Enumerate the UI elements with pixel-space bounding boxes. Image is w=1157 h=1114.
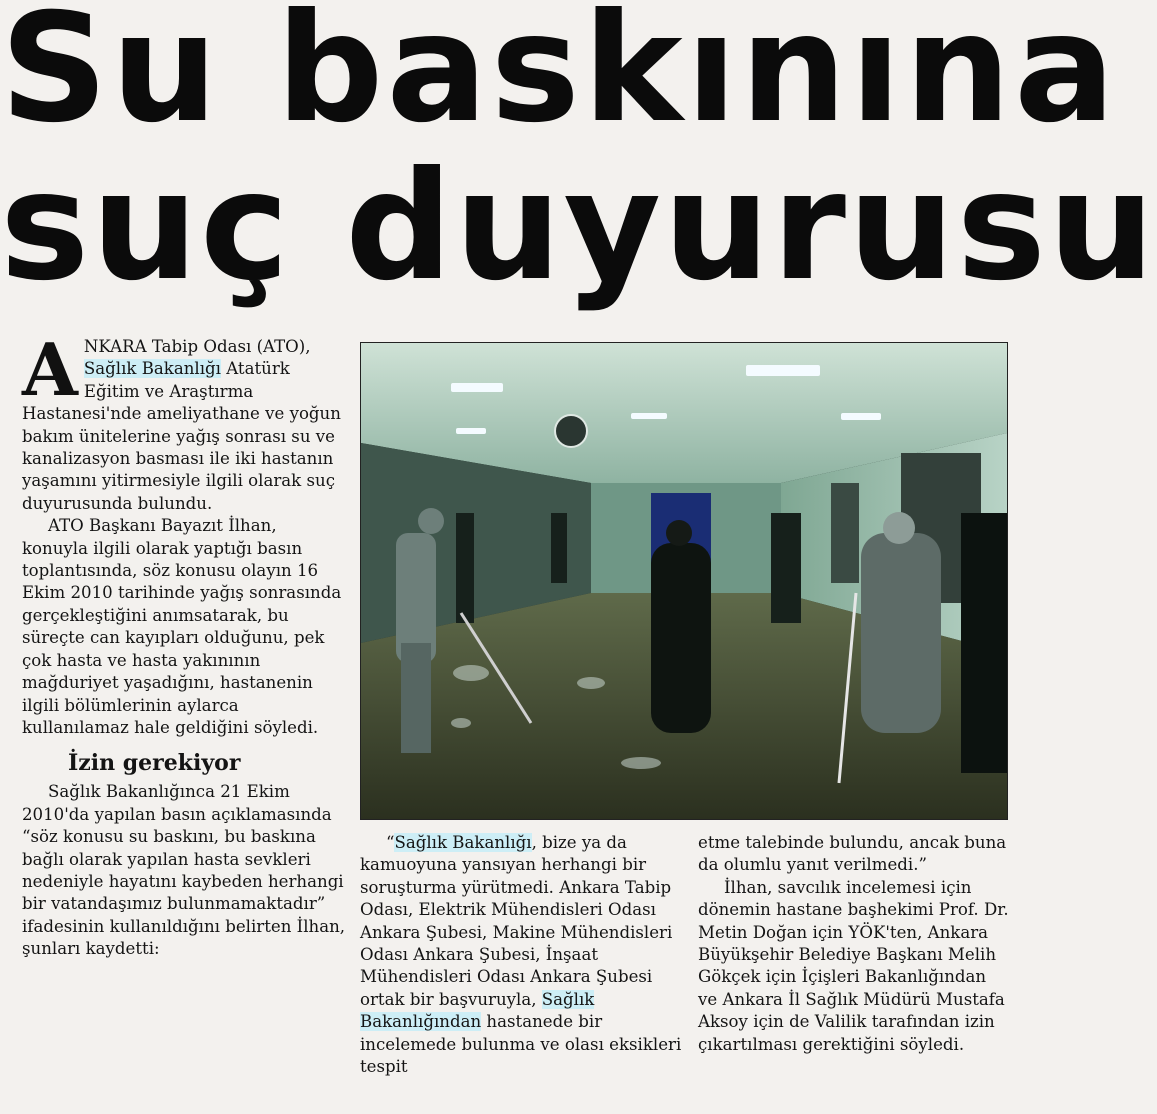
quote-paragraph	[360, 832, 682, 1078]
quote-end: etme talebinde bulundu, ancak buna da olumlu yanıt verilmedi.”	[698, 833, 1007, 875]
lead-text-a: NKARA Tabip Odası (ATO),	[83, 337, 311, 356]
article-column-2	[360, 832, 682, 1078]
paragraph-2: ATO Başkanı Bayazıt İlhan, konuyla ilgili olarak yaptığı basın toplantısında, söz konusu olayın 16 Ekim 2010 tarihinde yağış sonrasında gerçekleştiğini anımsatarak, bu süreçte can kayıpları olduğunu, pek çok hasta ve hasta yakınının mağduriyet yaşadığını, hastanenin ilgili bölümlerinin aylarca kullanılamaz hale geldiğini söyledi.	[22, 516, 342, 737]
lead-text-b: Atatürk Eğitim ve Araştırma Hastanesi'nde ameliyathane ve yoğun bakım ünitelerine yağış sonrası su ve kanalizasyon basması ile iki hastanın yaşamını yitirmesiyle ilgili olarak suç duyurusunda bulundu.	[22, 359, 341, 513]
headline-line-2: suç duyurusu	[0, 140, 1157, 314]
article-column-3	[698, 832, 1010, 1056]
headline-line-1: Su baskınına	[0, 0, 1119, 156]
lead-paragraph	[22, 327, 346, 515]
quote-text-c: hastanede bir incelemede bulunma ve olası eksikleri tespit	[360, 1012, 682, 1077]
article-column-1	[22, 327, 346, 961]
highlighted-term: Sağlık Bakanlığı	[83, 359, 221, 379]
quote-text-b: , bize ya da kamuoyuna yansıyan herhangi bir soruşturma yürütmedi. Ankara Tabip Odası, Elektrik Mühendisleri Odası Ankara Şubesi, Makine Mühendisleri Odası Ankara Şubesi, İnşaat Mühendisleri Odası Ankara Şubesi ortak bir başvuruyla,	[360, 833, 673, 1009]
news-photo	[360, 342, 1008, 820]
highlighted-term-3: Sağlık Bakanlığından	[360, 989, 595, 1032]
drop-cap: A	[22, 327, 78, 412]
quote-open: “	[386, 833, 395, 852]
subheading: İzin gerekiyor	[68, 750, 241, 777]
paragraph-3: Sağlık Bakanlığınca 21 Ekim 2010'da yapılan basın açıklamasında “söz konusu su baskını, bu baskına bağlı olarak yapılan hasta sevkleri nedeniyle hayatını kaybeden herhangi bir vatandaşımız bulunmamaktadır” ifadesinin kullanıldığını belirten İlhan, şunları kaydetti:	[22, 782, 346, 959]
hospital-corridor-photo	[361, 343, 1007, 819]
highlighted-term-2: Sağlık Bakanlığı	[394, 833, 532, 852]
paragraph-final: İlhan, savcılık incelemesi için dönemin hastane başhekimi Prof. Dr. Metin Doğan için YÖK'ten, Ankara Büyükşehir Belediye Başkanı Melih Gökçek için İçişleri Bakanlığından ve Ankara İl Sağlık Müdürü Mustafa Aksoy için de Valilik tarafından izin çıkartılması gerektiğini söyledi.	[698, 877, 1009, 1054]
